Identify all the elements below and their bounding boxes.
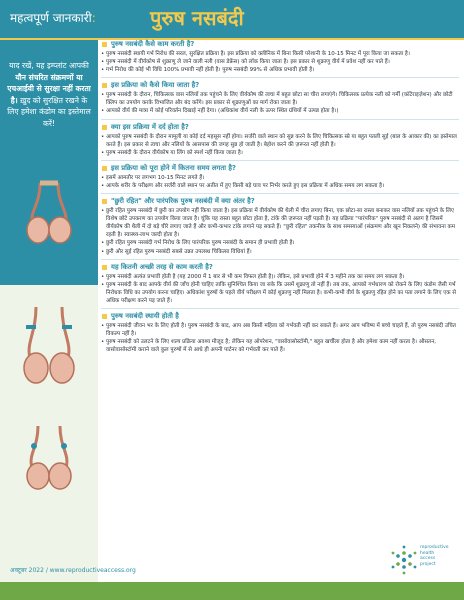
list-item: • पुरुष नसबंदी को उलटने के लिए शल्य प्रक्रिया अवश्य मौजूद है; लेकिन यह ऑपरेशन, "वासोवासोस्टॉमी," बहुत खर्चीला होता है और हमेशा काम नहीं करता है। औसतन, वासोवासोस्टॉमी कराने वाले कुल पुरुषों में से आधे ही अपनी पार्टनर को गर्भवती कर पाते हैं। xyxy=(101,338,459,354)
section-divider xyxy=(101,308,459,309)
section-divider xyxy=(101,160,459,161)
page-header xyxy=(0,0,464,38)
footer xyxy=(10,566,136,574)
reproductive-anatomy-illustration xyxy=(10,175,88,253)
page-title: पुरुष नसबंदी xyxy=(150,6,244,30)
list-item: • पुरुष नसबंदी जीवन भर के लिए होती है। पुरुष नसबंदी के बाद, आप अब किसी महिला को गर्भवती नहीं कर सकते हैं। अगर आप भविष्य में बच्चे चाहते हैं, तो पुरुष नसबंदी उचित विकल्प नहीं है। xyxy=(101,322,459,338)
list-item: • पुरुष नसबंदी के दौरान वीर्यकोष या लिंग को स्पर्श नहीं किया जाता है। xyxy=(101,149,459,157)
sidebar-text-intro: याद रखें, यह इम्प्लांट आपकी xyxy=(9,61,89,70)
sidebar xyxy=(0,40,98,582)
list-item: • छुरी रहित पुरुष नसबंदी में छुरी का उपयोग नहीं किया जाता है। इस प्रक्रिया में वीर्यकोष की थैली में चीरा लगाए बिना, एक छोटा-सा रास्ता बनाकर वास नलियों तक पहुंचने के लिए विशेष छोटे उपकरण का उपयोग किया जाता है। चूंकि यह रास्ता बहुत छोटा होता है, टांके की ज़रूरत नहीं पड़ती है। यह प्रक्रिया "पारंपरिक" पुरुष नसबंदी से अलग है जिसमें वीर्यकोष की थैली में दो बड़े चीरे लगाए जाते हैं और कभी-कभार टांके लगाने पड़ सकते हैं। "छुरी रहित" तकनीक के साथ समस्याओं (संक्रमण और खून निकलने) की संभावना कम रहती है। स्वास्थ्य-लाभ जल्दी होता है। xyxy=(101,207,459,239)
section-heading: क्या इस प्रक्रिया में दर्द होता है? xyxy=(111,122,189,131)
section-marker xyxy=(102,83,107,88)
section-procedure xyxy=(101,81,459,115)
list-item: • इसमें आमतौर पर लगभग 10-15 मिनट लगते हैं। xyxy=(101,174,459,182)
section-divider xyxy=(101,193,459,194)
list-item: • छुरी रहित पुरुष नसबंदी गर्भ निरोध के लिए पारंपरिक पुरुष नसबंदी के समान ही प्रभावी होती है। xyxy=(101,239,459,247)
main-content xyxy=(101,40,459,354)
section-marker xyxy=(102,265,107,270)
section-heading: यह कितनी अच्छी तरह से काम करती है? xyxy=(111,262,213,271)
list-item: • पुरुष नसबंदी के दौरान, चिकित्सक वास नलियों तक पहुंचने के लिए वीर्यकोष की त्वचा में बहुत छोटा सा चीरा लगाएंगे। चिकित्सक प्रत्येक नली को गर्मी (कॉटेराइज़ेशन) और छोटी क्लिप का उपयोग करके विभाजित और बंद करेंगे। इस प्रकार से शुक्राणुओं का मार्ग रोका जाता है। xyxy=(101,91,459,107)
list-item: • आपको पुरुष नसबंदी के दौरान मामूली या कोई दर्द महसूस नहीं होगा। सर्जरी वाले स्थान को सुन्न करने के लिए चिकित्सक स्प्रे या बहुत पतली सुई (बाल के आकार की) का इस्तेमाल करते हैं। इस प्रकार से त्वचा और नलियों के आसपास की जगह सुन्न हो जाती है। बेहोश करने की ज़रूरत नहीं होती है। xyxy=(101,133,459,149)
list-item: • आपके शरीर के परीक्षण और सर्जरी वाले स्थान पर अतीत में हुए किसी बड़े घाव पर निर्भर करते हुए इस प्रक्रिया में अधिक समय लग सकता है। xyxy=(101,182,459,190)
section-permanent xyxy=(101,312,459,354)
sidebar-callout xyxy=(4,60,94,130)
section-heading: पुरुष नसबंदी कैसे काम करती है? xyxy=(111,40,195,48)
list-item: • छुरी और सुई रहित पुरुष नसबंदी सबसे उन्नत उपलब्ध चिकित्सा विधियां हैं। xyxy=(101,248,459,256)
section-marker xyxy=(102,199,107,204)
list-item: • आपको वीर्य की मात्रा में कोई परिवर्तन दिखाई नहीं देगा। (अधिकांश वीर्य नली के ऊपर स्थित ग्रंथियों में उत्पन्न होता है।) xyxy=(101,107,459,115)
section-divider xyxy=(101,77,459,78)
list-item: • पुरुष नसबंदी में वीर्यकोष से शुक्राणु ले जाने वाली नली (वास डेफ्रेंस) को लॉक किया जाता है। इस प्रकार से शुक्राणु वीर्य में प्रवेश नहीं कर पाते हैं। xyxy=(101,58,459,66)
list-item: • पुरुष नसबंदी के बाद आपके वीर्य की जाँच होनी चाहिए ताकि सुनिश्चित किया जा सके कि उसमें शुक्राणु तो नहीं हैं। तब तक, आपको गर्भधारण को रोकने के लिए कंडोम जैसी गर्भ निरोधक विधि का उपयोग करना चाहिए। अधिकांश पुरुषों के पहले वीर्य परीक्षण में कोई शुक्राणु नहीं मिलता है। कभी-कभी वीर्य के शुक्राणु रहित होने का पता लगाने के लिए एक से अधिक परीक्षण करने पड़ जाते हैं। xyxy=(101,281,459,305)
footer-website: / www.reproductiveaccess.org xyxy=(43,567,136,574)
vas-cut-illustration xyxy=(8,303,90,393)
rhap-logo-text: reproductive health access project xyxy=(420,545,449,567)
section-heading: इस प्रक्रिया को पूरा होने में कितना समय लगता है? xyxy=(111,163,236,172)
section-marker xyxy=(102,42,107,47)
section-heading: पुरुष नसबंदी स्थायी होती है xyxy=(111,311,179,320)
section-marker xyxy=(102,125,107,130)
section-marker xyxy=(102,166,107,171)
section-pain xyxy=(101,123,459,157)
section-effectiveness xyxy=(101,263,459,305)
footer-bar xyxy=(0,582,464,600)
section-divider xyxy=(101,119,459,120)
list-item: • गर्भ निरोध की कोई भी विधि 100% प्रभावी नहीं होती है। पुरुष नसबंदी 99% से अधिक प्रभावी होती है। xyxy=(101,66,459,74)
after-procedure-illustration xyxy=(10,420,88,498)
section-marker xyxy=(102,314,107,319)
section-duration xyxy=(101,164,459,190)
section-how-it-works xyxy=(101,40,459,74)
list-item: • पुरुष नसबंदी अत्यंत प्रभावी होती है (यह 2000 में 1 बार से भी कम विफल होती है)। लेकिन, इसे प्रभावी होने में 3 महीने तक का समय लग सकता है। xyxy=(101,273,459,281)
section-divider xyxy=(101,259,459,260)
list-item: • पुरुष नसबंदी स्थायी गर्भ निरोध की सरल, सुरक्षित प्रक्रिया है। इस प्रक्रिया को क्लीनिक में बिना किसी परेशानी के 10-15 मिनट में पूरा किया जा सकता है। xyxy=(101,50,459,58)
section-heading: इस प्रक्रिया को कैसे किया जाता है? xyxy=(111,81,200,90)
header-colon: : xyxy=(91,11,96,25)
sidebar-text-highlight: यौन संचरित संक्रमणों या एचआईवी से सुरक्षा नहीं करता है। xyxy=(7,72,91,105)
section-heading: "छुरी रहित" और पारंपरिक पुरुष नसबंदी में क्या अंतर है? xyxy=(111,197,255,206)
sidebar-text-outro: ख़ुद को सुरक्षित रखने के लिए हमेशा कंडोम का इस्तेमाल करें! xyxy=(7,95,91,128)
footer-date: अक्टूबर 2022 xyxy=(10,567,44,574)
section-no-scalpel xyxy=(101,197,459,256)
header-kicker: महत्वपूर्ण जानकारी: xyxy=(10,11,96,25)
